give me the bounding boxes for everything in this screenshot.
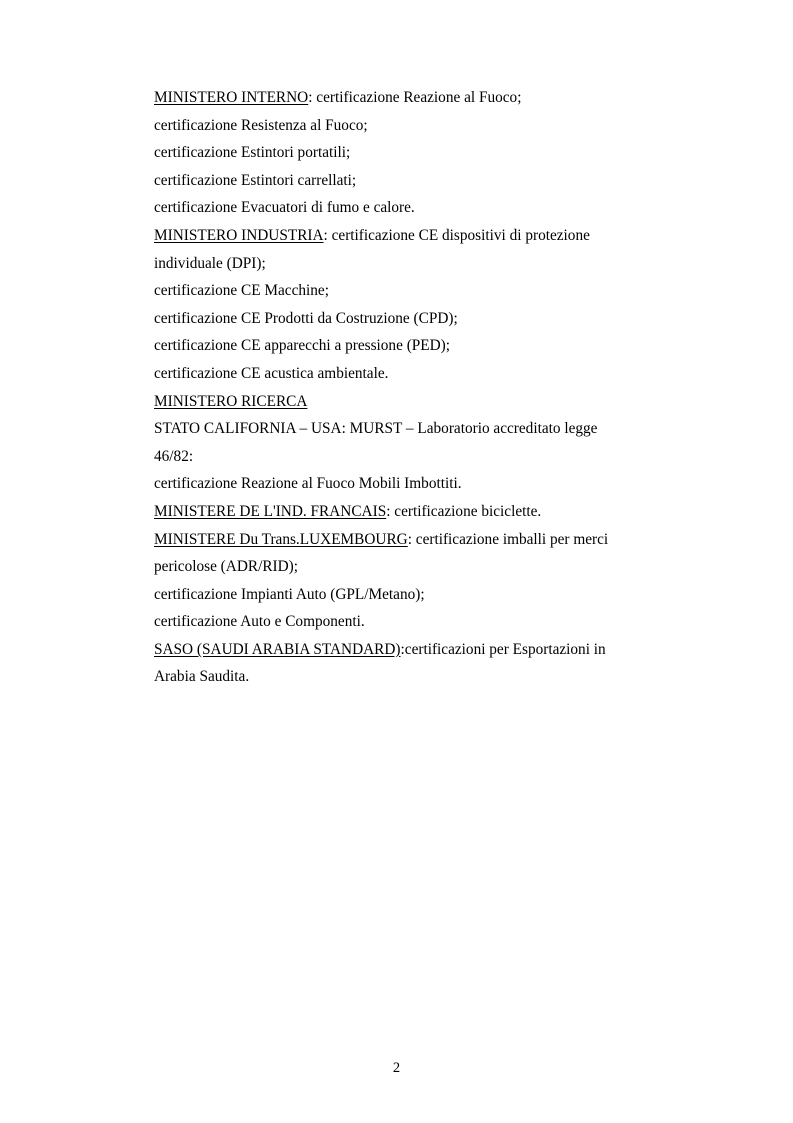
- text-line: [154, 194, 644, 222]
- line-text: : certificazione imballi per merci: [407, 530, 609, 548]
- text-line: [154, 553, 644, 581]
- text-line: [154, 636, 644, 664]
- line-text: certificazione Evacuatori di fumo e calore.: [154, 199, 415, 217]
- line-text: Arabia Saudita.: [154, 668, 250, 686]
- text-line: [154, 360, 644, 388]
- line-text: certificazione CE Macchine;: [154, 282, 329, 300]
- text-line: [154, 443, 644, 471]
- line-text: 46/82:: [154, 447, 194, 465]
- line-heading: SASO (SAUDI ARABIA STANDARD): [154, 640, 401, 658]
- line-heading: MINISTERE Du Trans.LUXEMBOURG: [154, 530, 408, 548]
- text-line: [154, 139, 644, 167]
- text-line: [154, 526, 644, 554]
- line-heading: MINISTERO INDUSTRIA: [154, 226, 324, 244]
- line-text: certificazione CE apparecchi a pressione (PED);: [154, 337, 451, 355]
- line-heading: MINISTERO INTERNO: [154, 89, 309, 106]
- line-text: certificazione Impianti Auto (GPL/Metano);: [154, 585, 425, 603]
- line-text: certificazione CE acustica ambientale.: [154, 364, 389, 382]
- line-text: certificazione Estintori portatili;: [154, 144, 351, 162]
- line-text: STATO CALIFORNIA – USA: MURST – Laboratorio accreditato legge: [154, 420, 598, 438]
- text-line: [154, 663, 644, 691]
- text-line: [154, 250, 644, 278]
- text-line: [154, 581, 644, 609]
- text-line: [154, 388, 644, 416]
- line-text: : certificazione Reazione al Fuoco;: [308, 89, 522, 106]
- text-line: [154, 222, 644, 250]
- line-heading: MINISTERO RICERCA: [154, 392, 308, 410]
- line-text: :certificazioni per Esportazioni in: [400, 640, 606, 658]
- line-text: certificazione Resistenza al Fuoco;: [154, 116, 368, 134]
- line-text: certificazione CE Prodotti da Costruzione (CPD);: [154, 309, 458, 327]
- text-line: [154, 415, 644, 443]
- line-text: certificazione Reazione al Fuoco Mobili Imbottiti.: [154, 475, 462, 493]
- line-text: certificazione Estintori carrellati;: [154, 171, 357, 189]
- line-text: : certificazione biciclette.: [386, 502, 542, 520]
- certification-list: [154, 84, 644, 691]
- text-line: [154, 112, 644, 140]
- text-line: [154, 305, 644, 333]
- line-heading: MINISTERE DE L'IND. FRANCAIS: [154, 502, 387, 520]
- line-text: certificazione Auto e Componenti.: [154, 613, 365, 631]
- text-line: [154, 332, 644, 360]
- text-line: [154, 277, 644, 305]
- line-text: individuale (DPI);: [154, 254, 266, 272]
- line-text: pericolose (ADR/RID);: [154, 558, 299, 576]
- text-line: [154, 84, 644, 112]
- text-line: [154, 167, 644, 195]
- text-line: [154, 470, 644, 498]
- text-line: [154, 608, 644, 636]
- text-line: [154, 498, 644, 526]
- line-text: : certificazione CE dispositivi di protezione: [323, 226, 590, 244]
- page-number: 2: [392, 1060, 401, 1076]
